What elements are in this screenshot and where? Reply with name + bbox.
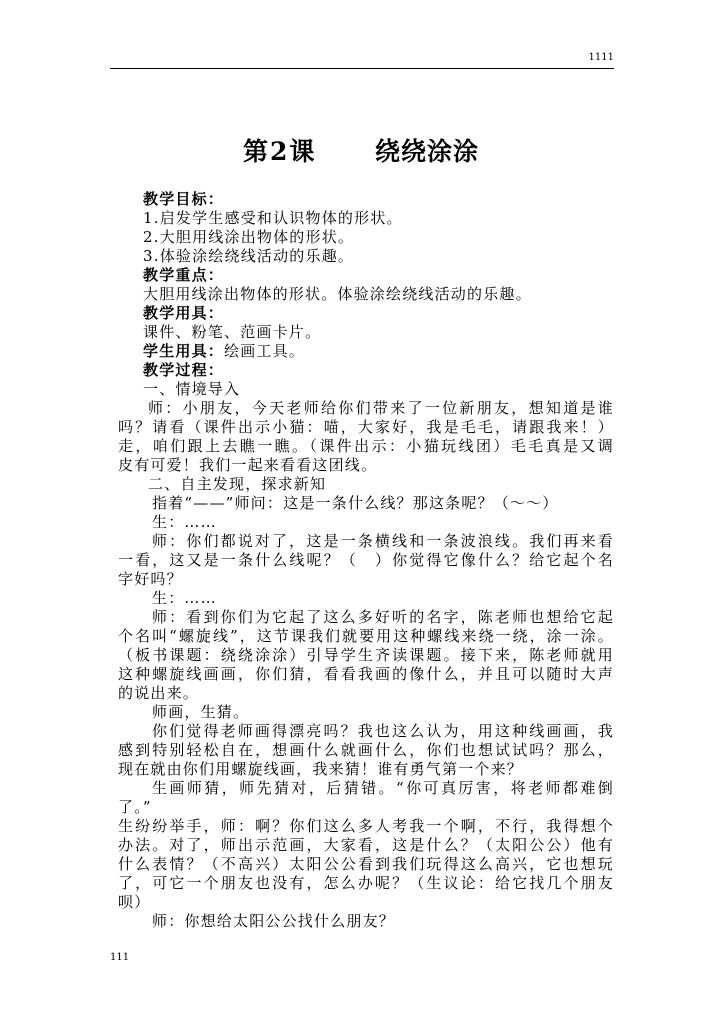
section-title: 一、情境导入 bbox=[143, 380, 241, 398]
student-tools-line bbox=[118, 342, 614, 361]
paragraph bbox=[118, 532, 614, 589]
paragraph-line: 生：…… bbox=[152, 513, 217, 531]
paragraph-line: 了。” bbox=[118, 798, 152, 816]
paragraph-line: 生：…… bbox=[152, 589, 217, 607]
student-tools-heading: 学生用具： bbox=[143, 342, 225, 360]
paragraph-line: 什么表情？（不高兴）太阳公公看到我们玩得这么高兴，它也想玩 bbox=[118, 855, 614, 873]
objective-item: 3.体验涂绘绕线活动的乐趣。 bbox=[143, 247, 355, 265]
paragraph bbox=[118, 779, 614, 817]
paragraph-line: 办法。对了，师出示范画，大家看，这是什么？（太阳公公）他有 bbox=[118, 836, 614, 854]
paragraph-line: 师：你们都说对了，这是一条横线和一条波浪线。我们再来看 bbox=[152, 532, 614, 550]
process-heading: 教学过程： bbox=[143, 361, 225, 379]
teaching-tools-heading: 教学用具： bbox=[143, 304, 225, 322]
paragraph bbox=[118, 703, 614, 722]
paragraph-line: 吗？请看（课件出示小猫：喵，大家好，我是毛毛，请跟我来！） bbox=[118, 418, 614, 436]
paragraph-line: 师：看到你们为它起了这么多好听的名字，陈老师也想给它起 bbox=[152, 608, 614, 626]
lesson-number: 第2课 bbox=[243, 137, 317, 166]
paragraph-line: 生纷纷举手，师：啊？你们这么多人考我一个啊，不行，我得想个 bbox=[118, 817, 614, 835]
key-points-text: 大胆用线涂出物体的形状。体验涂绘绕线活动的乐趣。 bbox=[143, 285, 532, 303]
paragraph bbox=[118, 912, 614, 931]
header-page-label: 1111 bbox=[588, 52, 614, 63]
paragraph bbox=[118, 722, 614, 779]
objective-item: 1.启发学生感受和认识物体的形状。 bbox=[143, 209, 403, 227]
objective-item: 2.大胆用线涂出物体的形状。 bbox=[143, 228, 355, 246]
objectives-heading: 教学目标： bbox=[143, 190, 225, 208]
paragraph-line: （板书课题：绕绕涂涂）引导学生齐读课题。接下来，陈老师就用 bbox=[118, 646, 614, 664]
paragraph bbox=[118, 589, 614, 608]
lesson-title: 绕绕涂涂 bbox=[375, 137, 480, 166]
paragraph bbox=[118, 399, 614, 475]
paragraph-line: 呗） bbox=[118, 893, 151, 911]
paragraph-line: 你们觉得老师画得漂亮吗？我也这么认为，用这种线画画，我 bbox=[152, 722, 614, 740]
lesson-body bbox=[118, 190, 614, 931]
paragraph-line: 师画，生猜。 bbox=[152, 703, 250, 721]
paragraph-line: 感到特别轻松自在，想画什么就画什么，你们也想试试吗？那么， bbox=[118, 741, 614, 759]
header-rule bbox=[110, 68, 614, 69]
paragraph bbox=[118, 494, 614, 513]
paragraph-line: 了，可它一个朋友也没有，怎么办呢？（生议论：给它找几个朋友 bbox=[118, 874, 614, 892]
section-title: 二、自主发现，探求新知 bbox=[148, 475, 327, 493]
paragraph-line: 个名叫“螺旋线”，这节课我们就要用这种螺线来绕一绕，涂一涂。 bbox=[118, 627, 614, 645]
key-points-heading: 教学重点： bbox=[143, 266, 225, 284]
paragraph bbox=[118, 513, 614, 532]
paragraph-line: 指着“——”师问：这是一条什么线？那这条呢？（～～） bbox=[152, 494, 559, 512]
student-tools-text: 绘画工具。 bbox=[224, 342, 306, 360]
paragraph-line: 师：小朋友，今天老师给你们带来了一位新朋友，想知道是谁 bbox=[148, 399, 614, 417]
paragraph-line: 一看，这又是一条什么线呢？（ ）你觉得它像什么？给它起个名 bbox=[118, 551, 614, 569]
paragraph-line: 走，咱们跟上去瞧一瞧。（课件出示：小猫玩线团）毛毛真是又调 bbox=[118, 437, 614, 455]
paragraph-line: 师：你想给太阳公公找什么朋友？ bbox=[152, 912, 396, 930]
paragraph-line: 皮有可爱！我们一起来看看这团线。 bbox=[118, 456, 378, 474]
paragraph bbox=[118, 817, 614, 912]
paragraph bbox=[118, 608, 614, 703]
teaching-tools-text: 课件、粉笔、范画卡片。 bbox=[143, 323, 322, 341]
paragraph-line: 字好吗？ bbox=[118, 570, 183, 588]
paragraph-line: 生画师猜，师先猜对，后猜错。“你可真厉害，将老师都难倒 bbox=[152, 779, 614, 797]
paragraph-line: 的说出来。 bbox=[118, 684, 200, 702]
paragraph-line: 现在就由你们用螺旋线画，我来猜！谁有勇气第一个来？ bbox=[118, 760, 524, 778]
footer-page-number: 111 bbox=[110, 952, 130, 963]
paragraph-line: 这种螺旋线画画，你们猜，看看我画的像什么，并且可以随时大声 bbox=[118, 665, 614, 683]
